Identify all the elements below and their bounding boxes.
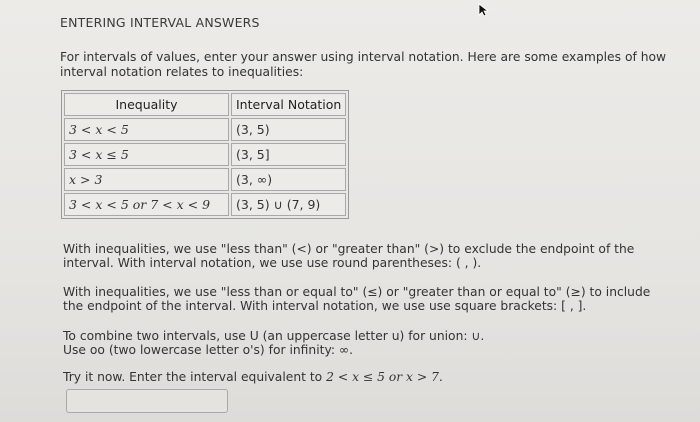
table-row [64, 168, 346, 191]
column-header-interval-notation: Interval Notation [231, 93, 346, 116]
try-it-prompt [63, 370, 663, 384]
table-row [64, 143, 346, 166]
examples-table [61, 90, 349, 219]
try-it-inequality: 2 < x ≤ 5 or x > 7. [326, 370, 443, 384]
square-brackets-explanation: With inequalities, we use "less than or equal to" (≤) or "greater than or equal to" (≥) to include the endpoint of the interval. With interval notation, we use use square brackets: [ , ]. [63, 285, 651, 313]
section-heading: ENTERING INTERVAL ANSWERS [60, 15, 260, 30]
infinity-instruction: Use oo (two lowercase letter o's) for infinity: ∞. [63, 343, 354, 357]
interval-cell: (3, ∞) [231, 168, 346, 191]
interval-cell: (3, 5] [231, 143, 346, 166]
inequality-cell: 3 < x < 5 or 7 < x < 9 [64, 193, 229, 216]
try-it-text: Try it now. Enter the interval equivalent to [63, 370, 323, 384]
intro-text: For intervals of values, enter your answer using interval notation. Here are some examples of how interval notation relates to inequalities: [60, 50, 667, 79]
interval-cell: (3, 5) ∪ (7, 9) [231, 193, 346, 216]
table-header-row [64, 93, 346, 116]
table-row [64, 193, 346, 216]
round-parentheses-explanation: With inequalities, we use "less than" (<) or "greater than" (>) to exclude the endpoint of the interval. With interval notation, we use use round parentheses: ( , ). [63, 242, 635, 270]
union-instruction: To combine two intervals, use U (an uppercase letter u) for union: ∪. [63, 329, 485, 343]
inequality-cell: 3 < x ≤ 5 [64, 143, 229, 166]
union-infinity-explanation [63, 329, 663, 357]
table-row [64, 118, 346, 141]
interval-cell: (3, 5) [231, 118, 346, 141]
column-header-inequality: Inequality [64, 93, 229, 116]
mouse-pointer-icon [478, 2, 490, 21]
inequality-cell: 3 < x < 5 [64, 118, 229, 141]
answer-input[interactable] [66, 389, 228, 413]
inequality-cell: x > 3 [64, 168, 229, 191]
